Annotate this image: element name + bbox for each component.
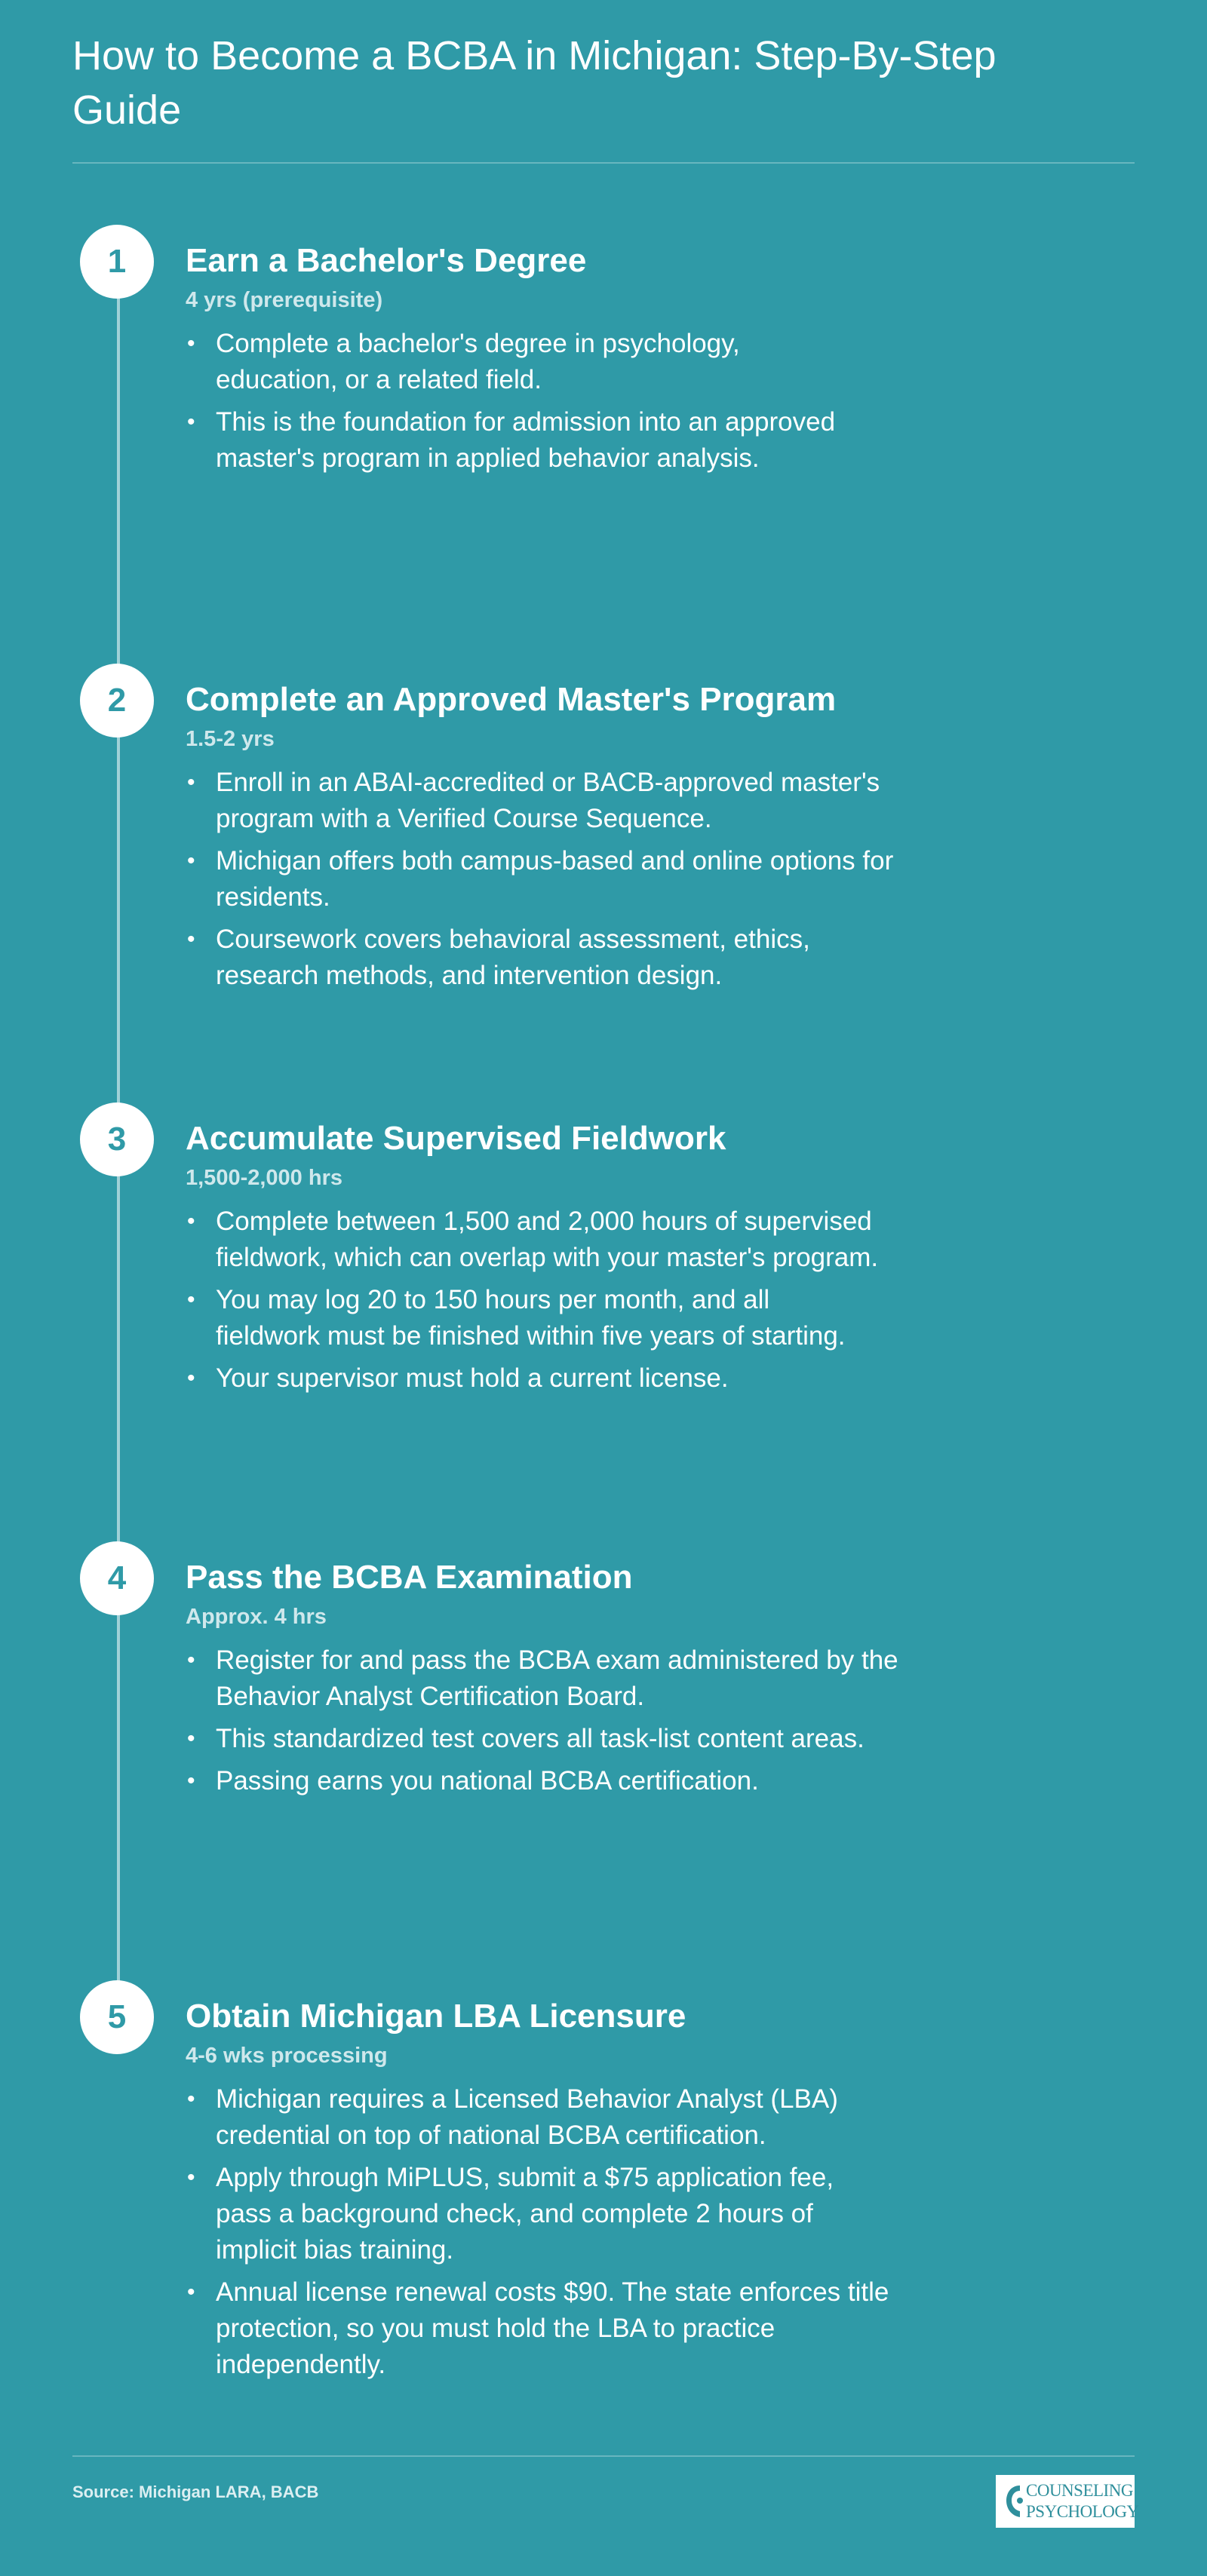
bullet-item: • Your supervisor must hold a current license. — [186, 1360, 895, 1397]
head-profile-icon — [1003, 2482, 1026, 2520]
step-number-badge: 5 — [80, 1980, 154, 2054]
footer-divider — [72, 2455, 1135, 2457]
step-bullet-list — [186, 326, 849, 483]
step-title: Earn a Bachelor's Degree — [186, 242, 587, 279]
bullet-item: • Passing earns you national BCBA certification. — [186, 1763, 940, 1799]
bullet-item: • You may log 20 to 150 hours per month, and all fieldwork must be finished within five years of starting. — [186, 1282, 857, 1354]
step-bullet-list — [186, 765, 940, 1000]
logo-line-1: COUNSELING — [1026, 2481, 1133, 2500]
step-duration: 4 yrs (prerequisite) — [186, 288, 383, 312]
step-duration: 4-6 wks processing — [186, 2044, 388, 2068]
step-bullet-list — [186, 1642, 1000, 1805]
step-title: Complete an Approved Master's Program — [186, 681, 837, 718]
step-number-badge: 4 — [80, 1541, 154, 1615]
bullet-item: • Apply through MiPLUS, submit a $75 application fee, pass a background check, and complete 2 hours of implicit bias training. — [186, 2160, 895, 2268]
logo-line-2: PSYCHOLOGY — [1026, 2502, 1139, 2521]
counseling-psychology-logo[interactable] — [996, 2475, 1139, 2528]
step-duration: 1.5-2 yrs — [186, 727, 275, 751]
bullet-item: • Michigan requires a Licensed Behavior Analyst (LBA) credential on top of national BCBA certification. — [186, 2081, 910, 2154]
title-divider — [72, 162, 1135, 164]
step-duration: Approx. 4 hrs — [186, 1605, 327, 1629]
bullet-item: • Annual license renewal costs $90. The state enforces title protection, so you must hold the LBA to practice independently. — [186, 2274, 925, 2383]
step-title: Pass the BCBA Examination — [186, 1559, 633, 1596]
page-title: How to Become a BCBA in Michigan: Step-By-Step Guide — [72, 33, 997, 133]
bullet-item: • Enroll in an ABAI-accredited or BACB-approved master's program with a Verified Course Sequence. — [186, 765, 940, 837]
step-number-badge: 2 — [80, 664, 154, 738]
bullet-item: • Complete a bachelor's degree in psychology, education, or a related field. — [186, 326, 849, 398]
bullet-item: • Michigan offers both campus-based and online options for residents. — [186, 843, 895, 915]
step-bullet-list — [186, 1204, 932, 1403]
bullet-item: • This standardized test covers all task-list content areas. — [186, 1721, 865, 1757]
bullet-item: • Register for and pass the BCBA exam administered by the Behavior Analyst Certification Board. — [186, 1642, 1000, 1715]
step-bullet-list — [186, 2081, 925, 2389]
step-number-badge: 1 — [80, 225, 154, 299]
step-number-badge: 3 — [80, 1102, 154, 1176]
bullet-item: • Coursework covers behavioral assessment, ethics, research methods, and intervention design. — [186, 922, 895, 994]
step-title: Obtain Michigan LBA Licensure — [186, 1998, 686, 2035]
step-duration: 1,500-2,000 hrs — [186, 1166, 342, 1190]
bullet-item: • Complete between 1,500 and 2,000 hours of supervised fieldwork, which can overlap with your master's program. — [186, 1204, 932, 1276]
step-title: Accumulate Supervised Fieldwork — [186, 1120, 726, 1157]
source-citation: Source: Michigan LARA, BACB — [72, 2482, 319, 2501]
bullet-item: • This is the foundation for admission into an approved master's program in applied behavior analysis. — [186, 404, 849, 477]
